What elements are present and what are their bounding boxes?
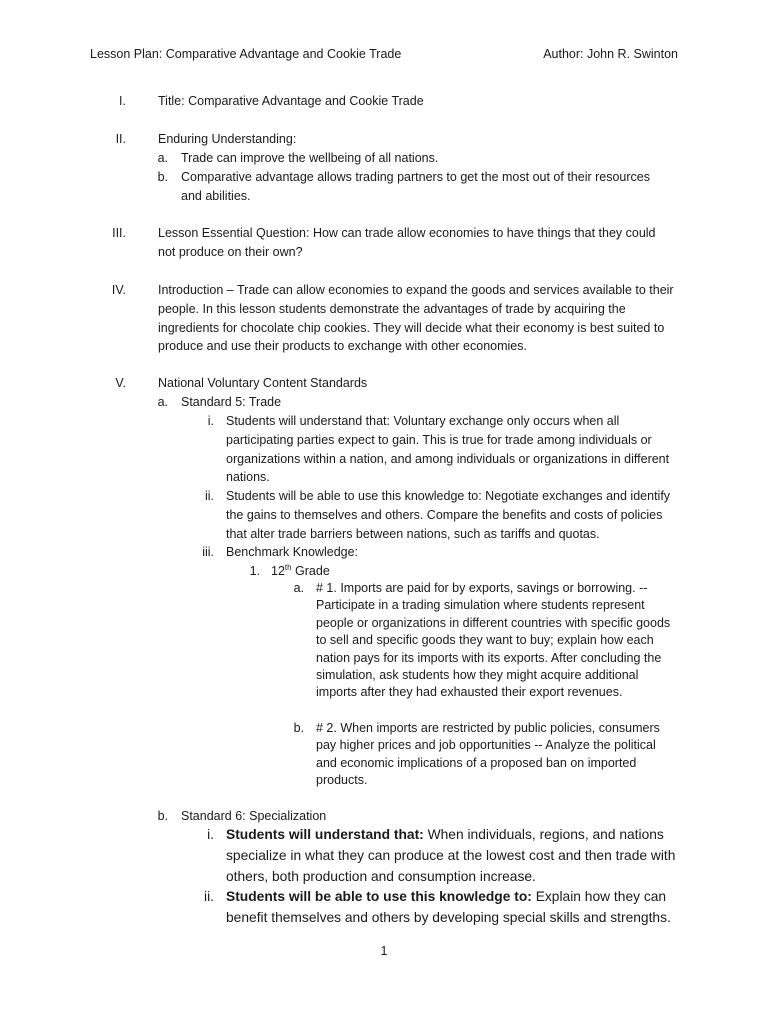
standard-6-title: Standard 6: Specialization xyxy=(181,809,327,823)
section-1-number: I. xyxy=(119,94,126,108)
standard-6-i-body: When individuals, regions, and nations specialize in what they can produce at the lowest cost and then trade with others, both production and consumption increase. xyxy=(226,827,676,884)
standard-6-i-text xyxy=(226,825,676,887)
grade-text xyxy=(271,562,571,581)
section-2-a-text: Trade can improve the wellbeing of all nations. xyxy=(181,151,439,165)
grade-label: 1. xyxy=(249,564,260,578)
standard-6-label: b. xyxy=(157,809,168,823)
standard-6-i-lead: Students will understand that: xyxy=(226,827,424,842)
standard-5-label: a. xyxy=(157,395,168,409)
section-2-number: II. xyxy=(115,132,126,146)
benchmark-a-text: # 1. Imports are paid for by exports, savings or borrowing. -- Participate in a trading simulation where students represent people or organizations in different countries with specific goods to sell and specific goods they want to buy; explain how each nation pays for its imports with its exports. After concluding the simulation, ask students how they might acquire additional imports after they had exhausted their export revenues. xyxy=(316,581,671,700)
page-number: 1 xyxy=(380,944,388,958)
standard-5-iii-text: Benchmark Knowledge: xyxy=(226,545,359,559)
section-3-number: III. xyxy=(112,226,126,240)
standard-5-title: Standard 5: Trade xyxy=(181,395,282,409)
section-2-b-text: Comparative advantage allows trading partners to get the most out of their resources and abilities. xyxy=(181,170,651,203)
section-5-heading: National Voluntary Content Standards xyxy=(158,376,368,390)
standard-5-ii-label: ii. xyxy=(204,489,214,503)
section-5-number: V. xyxy=(115,376,126,390)
standard-6-i-label: i. xyxy=(207,827,214,842)
benchmark-b-label: b. xyxy=(293,721,304,735)
section-4-number: IV. xyxy=(111,283,126,297)
grade-number: 12 xyxy=(271,564,285,578)
section-1-title: Title: Comparative Advantage and Cookie Trade xyxy=(158,94,424,108)
standard-6-ii-lead: Students will be able to use this knowledge to: xyxy=(226,889,532,904)
section-4-introduction: Introduction – Trade can allow economies to expand the goods and services available to their people. In this lesson students demonstrate the advantages of trade by acquiring the ingredients for chocolate chip cookies. They will decide what their economy is best suited to produce and use their products to exchange with other economies. xyxy=(158,283,674,354)
standard-5-i-text: Students will understand that: Voluntary exchange only occurs when all participating parties expect to gain. This is true for trade among individuals or organizations within a nation, and among individuals or organizations in different nations. xyxy=(226,414,670,485)
standard-5-ii-text: Students will be able to use this knowledge to: Negotiate exchanges and identify the gains to themselves and others. Compare the benefits and costs of policies that alter trade barriers between nations, such as tariffs and quotas. xyxy=(226,489,671,541)
benchmark-b-text: # 2. When imports are restricted by public policies, consumers pay higher prices and job opportunities -- Analyze the political and economic implications of a proposed ban on imported products. xyxy=(316,721,660,788)
header-lesson-title: Lesson Plan: Comparative Advantage and Cookie Trade xyxy=(90,47,402,61)
section-2-b-label: b. xyxy=(157,170,168,184)
section-3-question: Lesson Essential Question: How can trade allow economies to have things that they could not produce on their own? xyxy=(158,226,656,259)
section-2-a-label: a. xyxy=(157,151,168,165)
section-2-heading: Enduring Understanding: xyxy=(158,132,297,146)
standard-6-ii-text xyxy=(226,887,676,929)
header-author: Author: John R. Swinton xyxy=(543,47,678,61)
standard-6-ii-label: ii. xyxy=(204,889,214,904)
standard-5-i-label: i. xyxy=(207,414,214,428)
benchmark-a-label: a. xyxy=(293,581,304,595)
grade-word: Grade xyxy=(291,564,330,578)
standard-5-iii-label: iii. xyxy=(202,545,214,559)
standard-6-ii-body: Explain how they can benefit themselves and others by developing special skills and strengths. xyxy=(226,889,671,925)
grade-suffix: th xyxy=(284,562,292,572)
